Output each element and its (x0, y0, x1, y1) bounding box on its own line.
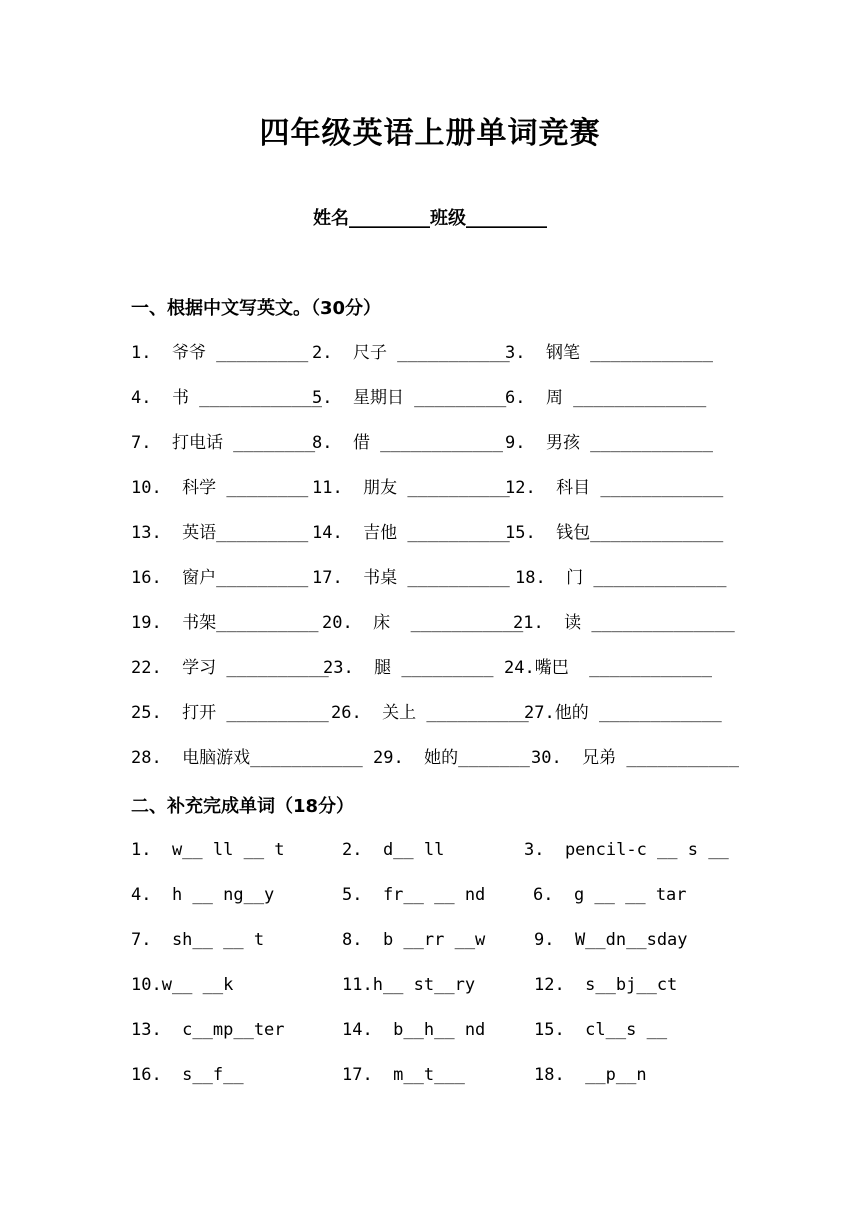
section1-row (131, 610, 751, 636)
question-item: 21. 读 ______________ (513, 613, 735, 633)
section2-row (131, 882, 751, 908)
question-item: 20. 床 ___________ (322, 613, 524, 633)
question-item: 28. 电脑游戏___________ (131, 748, 363, 768)
question-item: 8. b __rr __w (342, 930, 486, 950)
question-item: 19. 书架__________ (131, 613, 319, 633)
question-item: 1. w__ ll __ t (131, 840, 285, 860)
question-item: 16. s__f__ (131, 1065, 244, 1085)
question-item: 10.w__ __k (131, 975, 234, 995)
section1-row (131, 745, 751, 771)
question-item: 17. m__t___ (342, 1065, 465, 1085)
name-class-line: 姓名_________班级_________ (313, 208, 547, 229)
question-item: 5. 星期日 _________ (312, 388, 507, 408)
section1-row (131, 340, 751, 366)
question-item: 30. 兄弟 ___________ (531, 748, 739, 768)
question-item: 3. pencil-c __ s __ (524, 840, 729, 860)
question-item: 12. s__bj__ct (534, 975, 678, 995)
question-item: 1. 爷爷 _________ (131, 343, 309, 363)
section2-heading: 二、补充完成单词（18分） (131, 796, 355, 817)
question-item: 11.h__ st__ry (342, 975, 476, 995)
question-item: 14. b__h__ nd (342, 1020, 486, 1040)
section1-row (131, 565, 751, 591)
question-item: 7. sh__ __ t (131, 930, 265, 950)
question-item: 10. 科学 ________ (131, 478, 309, 498)
question-item: 2. 尺子 ___________ (312, 343, 510, 363)
question-item: 22. 学习 __________ (131, 658, 329, 678)
question-item: 6. g __ __ tar (533, 885, 687, 905)
question-item: 25. 打开 __________ (131, 703, 329, 723)
question-item: 17. 书桌 __________ (312, 568, 510, 588)
question-item: 18. __p__n (534, 1065, 647, 1085)
question-item: 12. 科目 ____________ (505, 478, 724, 498)
question-item: 27.他的 ____________ (524, 703, 722, 723)
question-item: 13. c__mp__ter (131, 1020, 285, 1040)
section1-row (131, 655, 751, 681)
section2-row (131, 927, 751, 953)
section1-row (131, 520, 751, 546)
question-item: 6. 周 _____________ (505, 388, 707, 408)
question-item: 14. 吉他 __________ (312, 523, 510, 543)
question-item: 8. 借 ____________ (312, 433, 503, 453)
question-item: 9. W__dn__sday (534, 930, 688, 950)
question-item: 11. 朋友 __________ (312, 478, 510, 498)
question-item: 4. h __ ng__y (131, 885, 275, 905)
question-item: 4. 书 ____________ (131, 388, 322, 408)
question-item: 15. 钱包_____________ (505, 523, 724, 543)
question-item: 16. 窗户_________ (131, 568, 309, 588)
section1-row (131, 385, 751, 411)
question-item: 29. 她的_______ (373, 748, 530, 768)
section1-row (131, 430, 751, 456)
section2-row (131, 972, 751, 998)
question-item: 5. fr__ __ nd (342, 885, 486, 905)
question-item: 2. d__ ll (342, 840, 445, 860)
section1-heading: 一、根据中文写英文。（30分） (131, 298, 382, 319)
question-item: 26. 关上 __________ (331, 703, 529, 723)
question-item: 18. 门 _____________ (515, 568, 727, 588)
section2-row (131, 1017, 751, 1043)
page-title: 四年级英语上册单词竞赛 (259, 116, 601, 151)
question-item: 23. 腿 _________ (323, 658, 494, 678)
section1-row (131, 475, 751, 501)
section2-row (131, 837, 751, 863)
section1-row (131, 700, 751, 726)
question-item: 7. 打电话 ________ (131, 433, 316, 453)
question-item: 13. 英语_________ (131, 523, 309, 543)
question-item: 24.嘴巴 ____________ (504, 658, 712, 678)
question-item: 3. 钢笔 ____________ (505, 343, 713, 363)
section2-row (131, 1062, 751, 1088)
question-item: 9. 男孩 ____________ (505, 433, 713, 453)
question-item: 15. cl__s __ (534, 1020, 668, 1040)
